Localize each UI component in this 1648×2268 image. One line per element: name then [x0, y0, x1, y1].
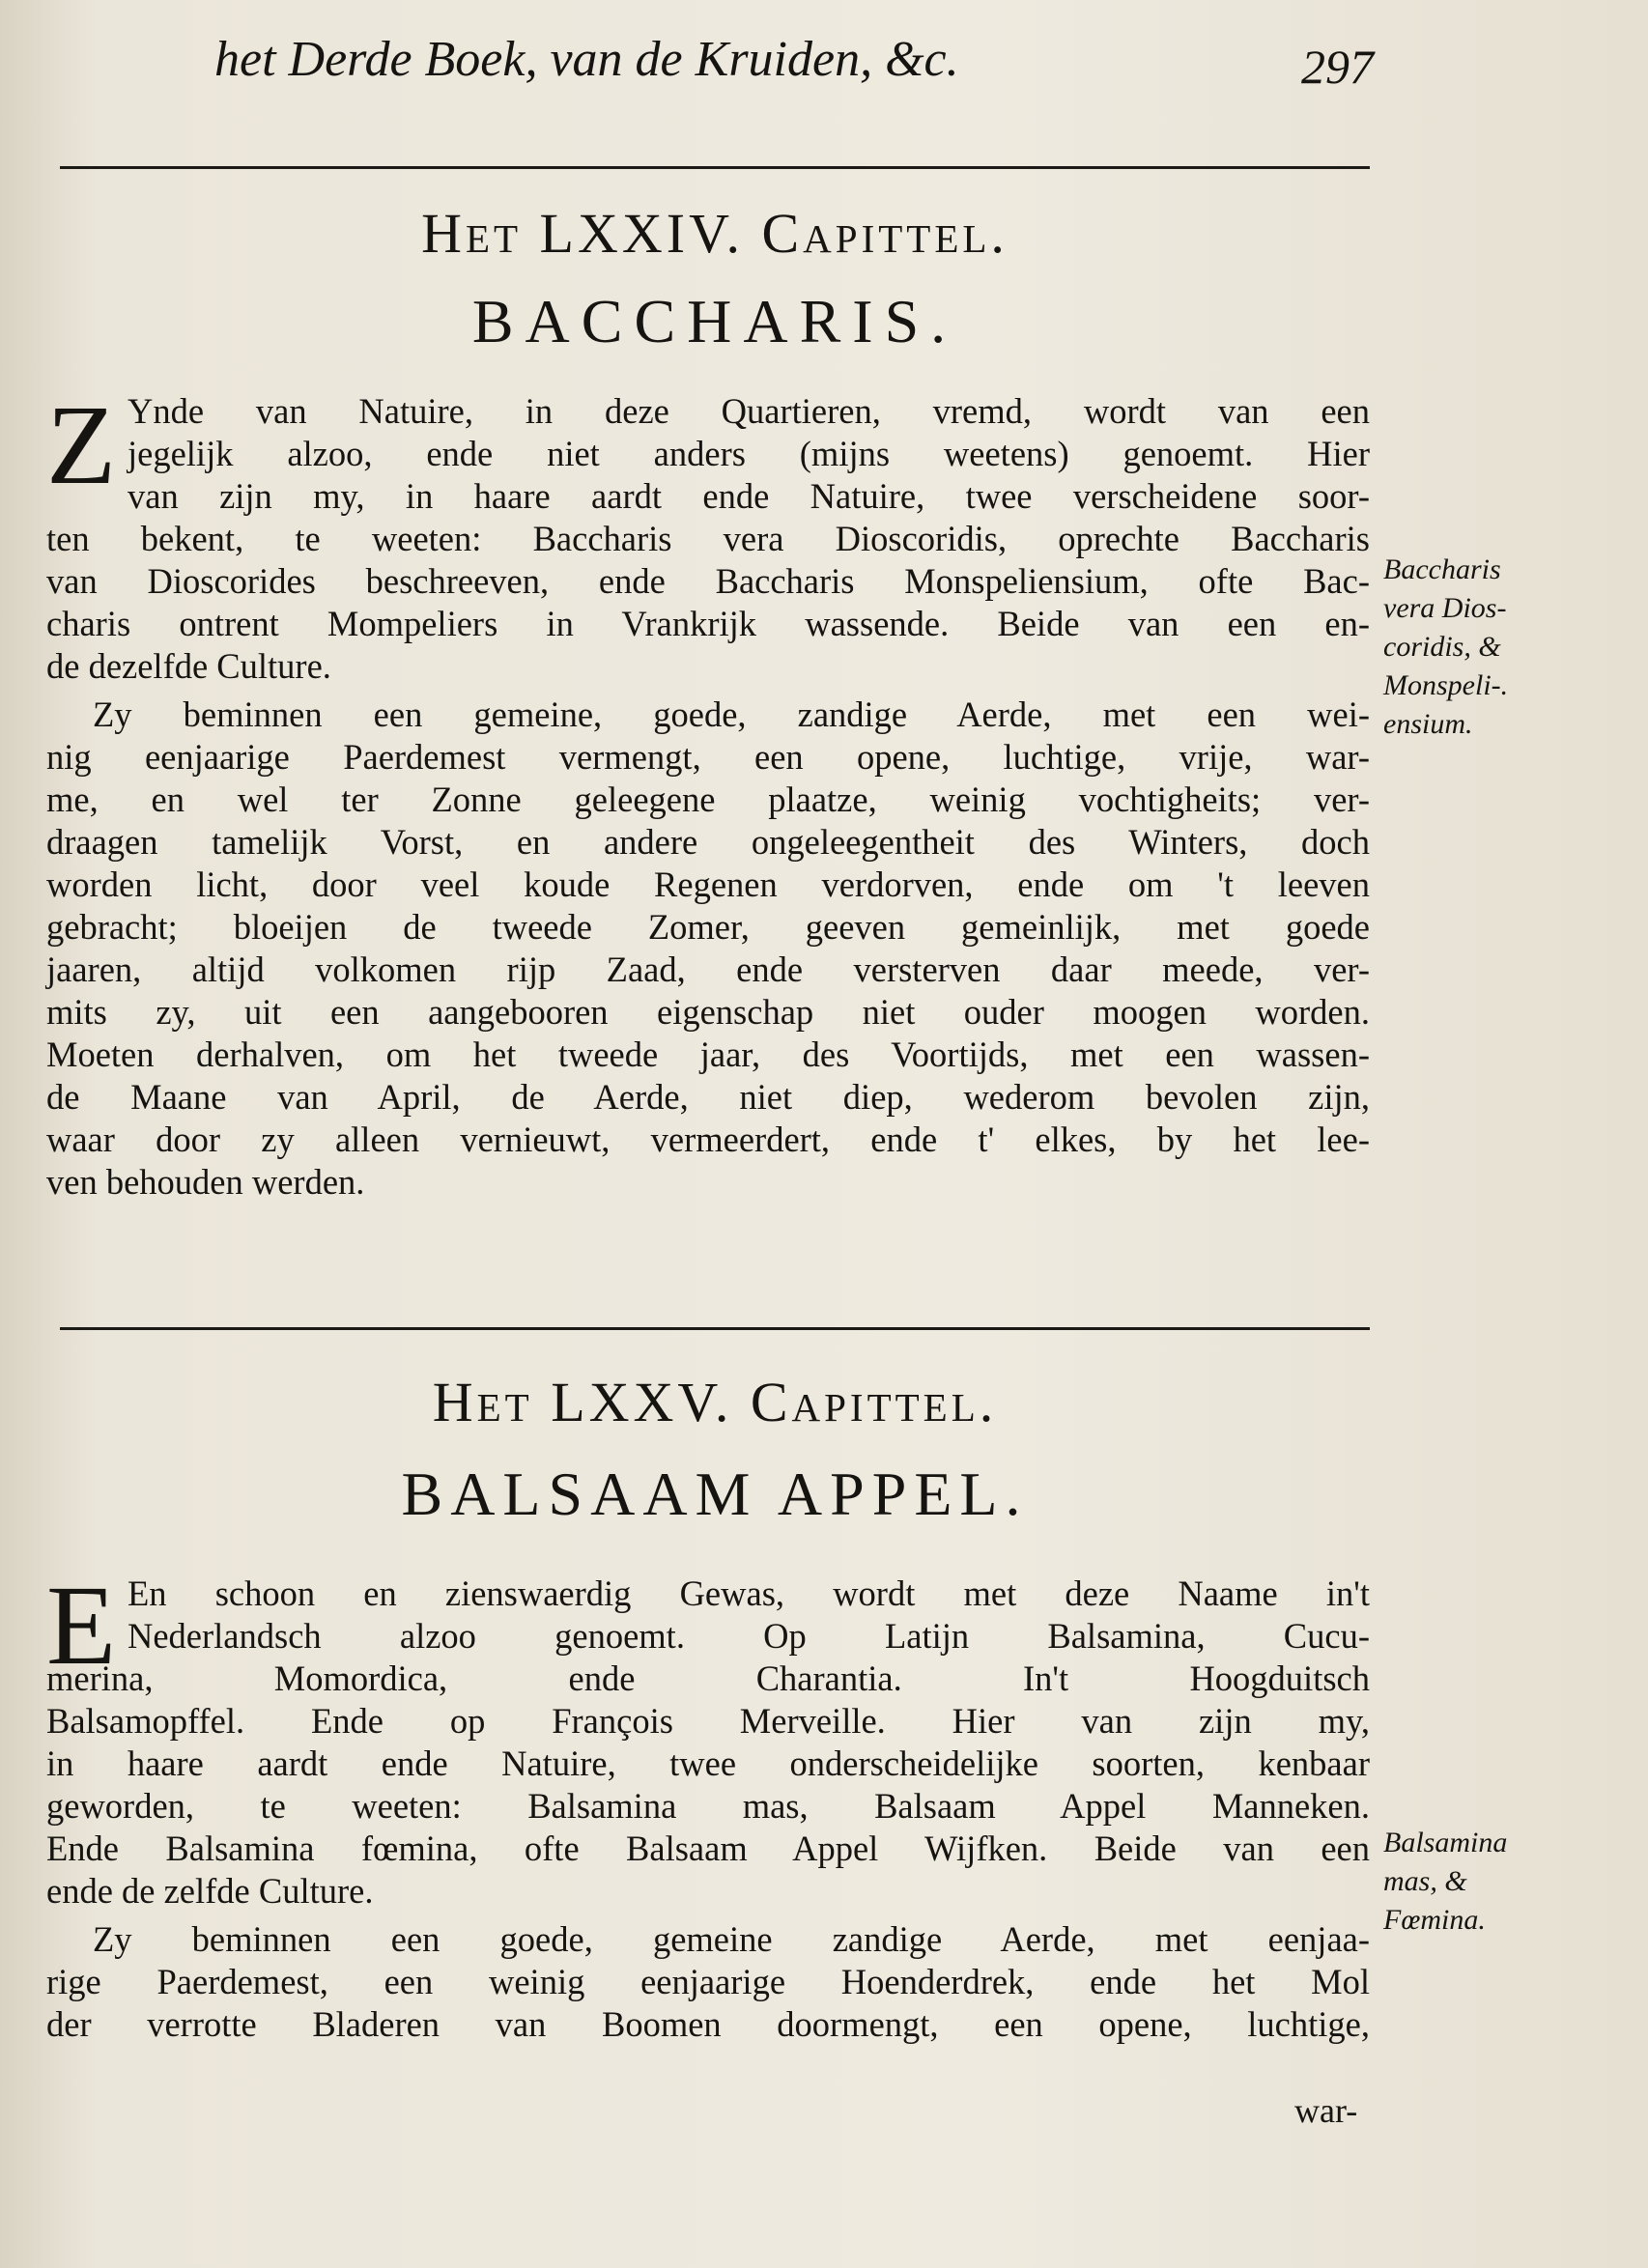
- text-line: me, en wel ter Zonne geleegene plaatze, weinig vochtigheits; ver-: [46, 780, 1370, 819]
- text-line: der verrotte Bladeren van Boomen doormengt, een opene, luchtige,: [46, 2004, 1370, 2044]
- chapter-74-paragraph-2: [46, 694, 1370, 1204]
- chapter-75-title: BALSAAM APPEL.: [401, 1460, 1029, 1528]
- chapter-divider-rule: [60, 1327, 1370, 1330]
- chapter-75-paragraph-1: [46, 1562, 1370, 1913]
- chapter-75-margin-note: [1383, 1824, 1625, 1940]
- margin-note-line: coridis, &: [1383, 631, 1501, 663]
- margin-note-line: Fœmina.: [1383, 1904, 1486, 1936]
- text-line: draagen tamelijk Vorst, en andere ongeleegentheit des Winters, doch: [46, 822, 1370, 862]
- drop-cap: Z: [46, 382, 117, 508]
- text-line: Ynde van Natuire, in deze Quartieren, vremd, wordt van een: [128, 391, 1370, 431]
- page-number: 297: [1301, 40, 1374, 94]
- running-head: [214, 31, 1374, 112]
- text-line: Zy beminnen een goede, gemeine zandige Aerde, met eenjaa-: [93, 1919, 1370, 1959]
- text-line: jegelijk alzoo, ende niet anders (mijns weetens) genoemt. Hier: [128, 434, 1370, 473]
- text-line: nig eenjaarige Paerdemest vermengt, een opene, luchtige, vrije, war-: [46, 737, 1370, 777]
- text-line: de Maane van April, de Aerde, niet diep, wederom bevolen zijn,: [46, 1077, 1370, 1117]
- header-rule: [60, 166, 1370, 169]
- running-head-title: het Derde Boek, van de Kruiden, &c.: [214, 32, 959, 87]
- margin-note-line: vera Dios-: [1383, 592, 1507, 624]
- text-line: ten bekent, te weeten: Baccharis vera Dioscoridis, oprechte Baccharis: [46, 519, 1370, 558]
- text-line: van Dioscorides beschreeven, ende Baccharis Monspeliensium, ofte Bac-: [46, 561, 1370, 601]
- text-line: merina, Momordica, ende Charantia. In't Hoogduitsch: [46, 1658, 1370, 1698]
- chapter-74-margin-note: [1383, 551, 1625, 744]
- text-line: rige Paerdemest, een weinig eenjaarige Hoenderdrek, ende het Mol: [46, 1962, 1370, 2001]
- text-line: Zy beminnen een gemeine, goede, zandige Aerde, met een wei-: [93, 695, 1370, 734]
- chapter-74-heading: Het LXXIV. Capittel.: [421, 202, 1009, 265]
- text-line: Balsamopffel. Ende op François Merveille. Hier van zijn my,: [46, 1701, 1370, 1741]
- text-line: worden licht, door veel koude Regenen verdorven, ende om 't leeven: [46, 865, 1370, 904]
- text-line: in haare aardt ende Natuire, twee onderscheidelijke soorten, kenbaar: [46, 1744, 1370, 1783]
- chapter-74-title: BACCHARIS.: [471, 287, 958, 355]
- text-line: ven behouden werden.: [46, 1162, 365, 1202]
- margin-note-line: ensium.: [1383, 708, 1473, 740]
- text-line: jaaren, altijd volkomen rijp Zaad, ende versterven daar meede, ver-: [46, 950, 1370, 989]
- margin-note-line: mas, &: [1383, 1865, 1467, 1897]
- margin-note-line: Baccharis: [1383, 553, 1501, 585]
- text-line: ende de zelfde Culture.: [46, 1871, 374, 1911]
- catchword: war-: [1294, 2091, 1358, 2130]
- chapter-74-text: [46, 382, 1370, 1204]
- text-line: waar door zy alleen vernieuwt, vermeerdert, ende t' elkes, by het lee-: [46, 1120, 1370, 1159]
- margin-note-line: Monspeli-.: [1383, 669, 1509, 701]
- text-line: geworden, te weeten: Balsamina mas, Balsaam Appel Manneken.: [46, 1786, 1370, 1826]
- text-line: Moeten derhalven, om het tweede jaar, des Voortijds, met een wassen-: [46, 1035, 1370, 1074]
- text-line: charis ontrent Mompeliers in Vrankrijk wassende. Beide van een en-: [46, 604, 1370, 643]
- text-line: mits zy, uit een aangebooren eigenschap niet ouder moogen worden.: [46, 992, 1370, 1032]
- text-line: de dezelfde Culture.: [46, 646, 331, 686]
- drop-cap: E: [46, 1562, 117, 1688]
- text-line: van zijn my, in haare aardt ende Natuire, twee verscheidene soor-: [128, 476, 1370, 516]
- chapter-74-paragraph-1: [46, 382, 1370, 688]
- text-line: Ende Balsamina fœmina, ofte Balsaam Appel Wijfken. Beide van een: [46, 1829, 1370, 1868]
- text-line: gebracht; bloeijen de tweede Zomer, geeven gemeinlijk, met goede: [46, 907, 1370, 947]
- margin-note-line: Balsamina: [1383, 1827, 1508, 1858]
- text-line: En schoon en zienswaerdig Gewas, wordt met deze Naame in't: [128, 1573, 1370, 1613]
- chapter-75-text: [46, 1562, 1370, 2046]
- chapter-75-paragraph-2: [46, 1918, 1370, 2046]
- chapter-75-heading: Het LXXV. Capittel.: [432, 1371, 998, 1433]
- text-line: Nederlandsch alzoo genoemt. Op Latijn Balsamina, Cucu-: [128, 1616, 1370, 1656]
